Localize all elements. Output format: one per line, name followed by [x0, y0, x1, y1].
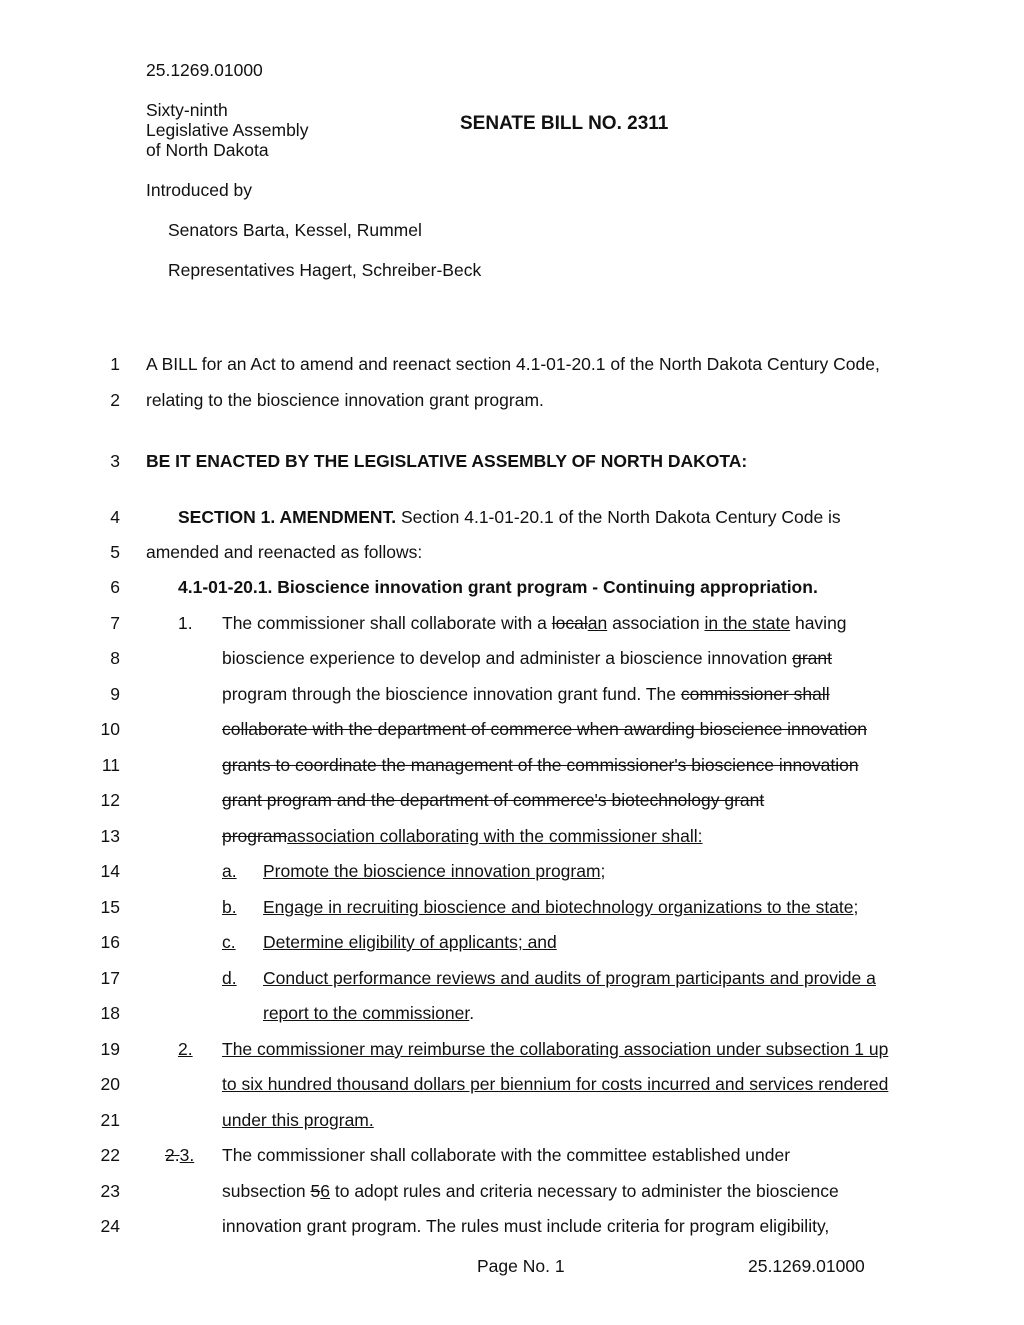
line-number: 7 [110, 613, 120, 633]
deleted-text: 2. [165, 1145, 180, 1165]
line-number: 24 [100, 1216, 120, 1236]
inserted-text: report to the commissioner [263, 1003, 470, 1023]
line-number: 13 [100, 826, 120, 846]
footer-document-id: 25.1269.01000 [748, 1256, 865, 1276]
deleted-text-line: collaborate with the department of commerce when awarding bioscience innovation [222, 719, 867, 739]
text-run: The commissioner shall collaborate with a [222, 613, 552, 633]
section-text-cont: amended and reenacted as follows: [146, 542, 423, 562]
text-run: to adopt rules and criteria necessary to administer the bioscience [330, 1181, 839, 1201]
senators-list: Senators Barta, Kessel, Rummel [168, 220, 422, 240]
text-line: innovation grant program. The rules must include criteria for program eligibility, [222, 1216, 830, 1236]
deleted-text: program [222, 826, 288, 846]
line-number: 21 [100, 1110, 120, 1130]
line-number: 17 [100, 968, 120, 988]
subsection-number: 1. [178, 613, 193, 633]
inserted-text: an [587, 613, 608, 633]
assembly-line-2: Legislative Assembly [146, 120, 309, 140]
text-run: having [790, 613, 847, 633]
line-number: 1 [110, 354, 120, 374]
text-line [222, 613, 847, 634]
line-number: 5 [110, 542, 120, 562]
line-number: 9 [110, 684, 120, 704]
enacting-clause: BE IT ENACTED BY THE LEGISLATIVE ASSEMBLY OF NORTH DAKOTA: [146, 451, 748, 471]
line-number: 10 [100, 719, 120, 739]
line-number: 20 [100, 1074, 120, 1094]
deleted-text-line: grants to coordinate the management of the commissioner's bioscience innovation [222, 755, 859, 775]
item-letter: a. [222, 861, 237, 881]
text-run: subsection [222, 1181, 311, 1201]
bill-title: SENATE BILL NO. 2311 [460, 113, 669, 134]
item-letter: b. [222, 897, 237, 917]
item-text-cont [263, 1003, 474, 1024]
item-letter: d. [222, 968, 237, 988]
inserted-text-line: The commissioner may reimburse the collaborating association under subsection 1 up [222, 1039, 889, 1059]
deleted-text: grant [792, 648, 832, 668]
inserted-text: in the state [704, 613, 791, 633]
text-line [222, 826, 703, 847]
text-run: bioscience experience to develop and administer a bioscience innovation [222, 648, 793, 668]
text-line [222, 648, 832, 669]
line-number: 8 [110, 648, 120, 668]
line-number: 4 [110, 507, 120, 527]
text-line [222, 1181, 839, 1202]
line-number: 11 [101, 755, 120, 775]
text-line [222, 684, 830, 705]
line-number: 3 [110, 451, 120, 471]
deleted-text: 5 [310, 1181, 321, 1201]
line-number: 23 [100, 1181, 120, 1201]
subsection-number [165, 1145, 194, 1166]
line-number: 18 [100, 1003, 120, 1023]
inserted-text: association collaborating with the commissioner shall: [287, 826, 703, 846]
section-amendment-label: SECTION 1. AMENDMENT. [178, 507, 397, 527]
line-number: 2 [110, 390, 120, 410]
item-text: Conduct performance reviews and audits of program participants and provide a [263, 968, 876, 988]
line-number: 22 [100, 1145, 120, 1165]
text-line: The commissioner shall collaborate with the committee established under [222, 1145, 791, 1165]
line-number: 14 [100, 861, 120, 881]
item-text: Promote the bioscience innovation program; [263, 861, 606, 881]
item-text: Engage in recruiting bioscience and biotechnology organizations to the state; [263, 897, 859, 917]
line-number: 15 [100, 897, 120, 917]
bill-intro-line-1: A BILL for an Act to amend and reenact section 4.1-01-20.1 of the North Dakota Century Code, [146, 354, 880, 374]
subsection-number: 2. [178, 1039, 193, 1059]
document-id: 25.1269.01000 [146, 60, 263, 80]
item-text: Determine eligibility of applicants; and [263, 932, 557, 952]
inserted-text: 3. [179, 1145, 195, 1165]
inserted-text-line: to six hundred thousand dollars per biennium for costs incurred and services rendered [222, 1074, 889, 1094]
section-heading-line [178, 507, 841, 528]
line-number: 6 [110, 577, 120, 597]
inserted-text-line: under this program. [222, 1110, 374, 1130]
line-number: 16 [100, 932, 120, 952]
representatives-list: Representatives Hagert, Schreiber-Beck [168, 260, 482, 280]
text-run: program through the bioscience innovation grant fund. The [222, 684, 681, 704]
text-run: association [607, 613, 705, 633]
deleted-text: commissioner shall [680, 684, 830, 704]
line-number: 12 [100, 790, 120, 810]
deleted-text-line: grant program and the department of commerce's biotechnology grant [222, 790, 765, 810]
item-letter: c. [222, 932, 236, 952]
assembly-line-3: of North Dakota [146, 140, 269, 160]
deleted-text: local [551, 613, 588, 633]
line-number: 19 [100, 1039, 120, 1059]
assembly-line-1: Sixty-ninth [146, 100, 228, 120]
introduced-by-label: Introduced by [146, 180, 253, 200]
page-number: Page No. 1 [477, 1256, 565, 1276]
text-run: . [469, 1003, 475, 1023]
bill-intro-line-2: relating to the bioscience innovation grant program. [146, 390, 544, 410]
inserted-text: 6 [320, 1181, 330, 1201]
section-text: Section 4.1-01-20.1 of the North Dakota Century Code is [396, 507, 841, 527]
section-title: 4.1-01-20.1. Bioscience innovation grant program - Continuing appropriation. [178, 577, 818, 597]
